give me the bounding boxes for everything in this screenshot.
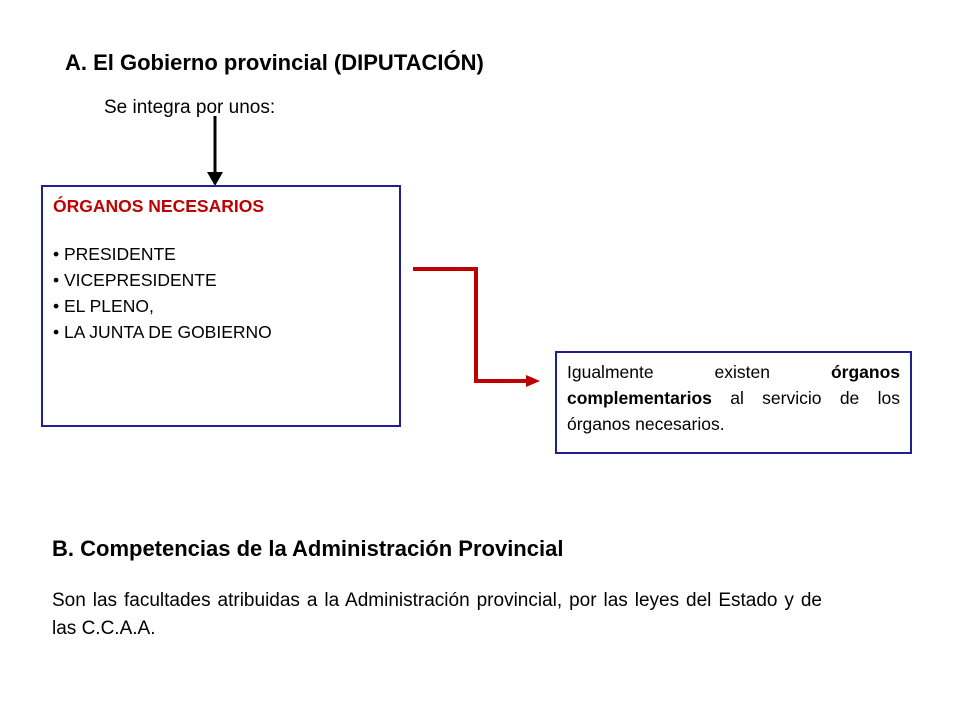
organos-necesarios-box: [41, 185, 401, 427]
organos-list: [53, 241, 399, 345]
organos-complementarios-box: [555, 351, 912, 454]
section-b-heading: B. Competencias de la Administración Provincial: [52, 536, 564, 561]
organos-item: • EL PLENO,: [53, 293, 399, 319]
organos-item: • PRESIDENTE: [53, 241, 399, 267]
organos-item: • VICEPRESIDENTE: [53, 267, 399, 293]
elbow-connector: [413, 269, 528, 381]
section-b-paragraph: Son las facultades atribuidas a la Administración provincial, por las leyes del Estado y de las C.C.A.A.: [52, 590, 822, 639]
organos-item: • LA JUNTA DE GOBIERNO: [53, 319, 399, 345]
section-a-intro: Se integra por unos:: [104, 97, 276, 118]
elbow-arrow-head: [526, 375, 540, 387]
complementarios-text-before: Igualmente existen: [567, 362, 831, 382]
complementarios-bold: órganos complementarios: [567, 362, 900, 408]
section-a-heading: A. El Gobierno provincial (DIPUTACIÓN): [65, 50, 484, 75]
complementarios-text-after: al servicio de los órganos necesarios.: [567, 388, 900, 434]
down-arrow-head: [207, 172, 223, 186]
organos-box-title: ÓRGANOS NECESARIOS: [53, 196, 264, 216]
